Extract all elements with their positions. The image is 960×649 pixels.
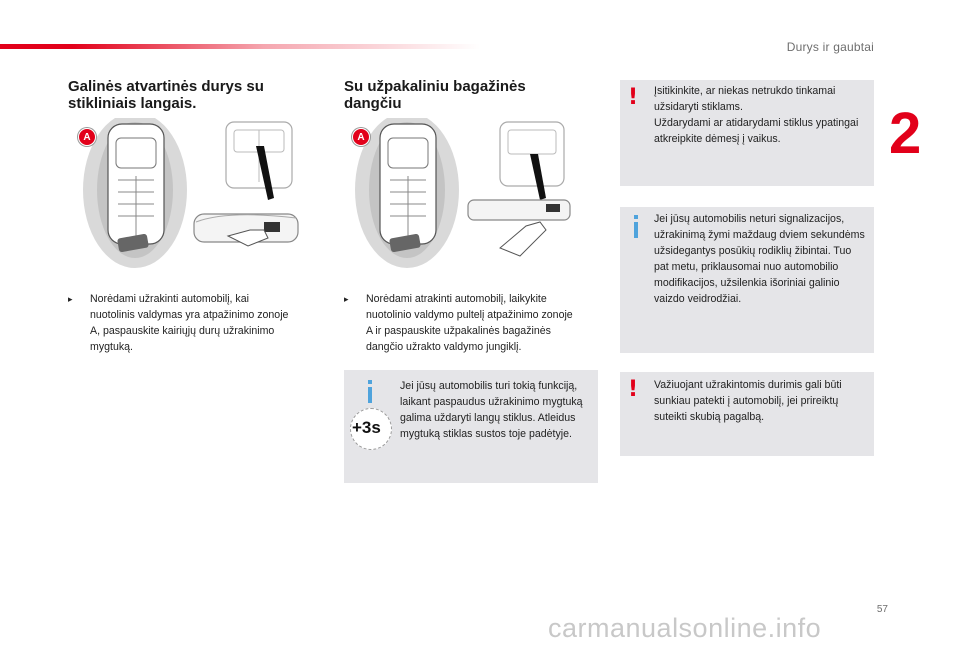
zone-a-badge: A xyxy=(78,128,96,146)
info-box-signaling xyxy=(620,207,874,353)
chapter-title: Durys ir gaubtai xyxy=(786,40,874,54)
info-icon xyxy=(368,387,372,403)
warning-box-emergency xyxy=(620,372,874,456)
three-second-label: +3s xyxy=(352,418,381,437)
bullet-item-unlock xyxy=(344,291,576,355)
warning-text-windows: Įsitikinkite, ar niekas netrukdo tinkamai užsidaryti stiklams. Uždarydami ar atidarydami stiklus ypatingai atkreipkite dėmesį į vaikus. xyxy=(654,85,859,145)
warning-text-emergency: Važiuojant užrakintomis durimis gali būti sunkiau patekti į automobilį, jei prireiktų suteikti skubią pagalbą. xyxy=(654,379,842,423)
bullet-marker-icon: ▸ xyxy=(344,294,349,304)
warning-box-windows xyxy=(620,80,874,186)
warning-icon: ! xyxy=(628,377,639,402)
header-accent-bar xyxy=(0,44,480,49)
watermark: carmanualsonline.info xyxy=(548,613,822,643)
bullet-item-lock xyxy=(68,291,290,355)
bullet-marker-icon: ▸ xyxy=(68,294,73,304)
illustration-tailgate xyxy=(350,118,590,270)
bullet-text-lock: Norėdami užrakinti automobilį, kai nuotolinis valdymas yra atpažinimo zonoje A, paspauskite kairiųjų durų užrakinimo mygtuką. xyxy=(90,293,289,353)
zone-a-badge: A xyxy=(352,128,370,146)
warning-icon: ! xyxy=(628,85,639,110)
bullet-text-unlock: Norėdami atrakinti automobilį, laikykite nuotolinio valdymo pultelį atpažinimo zonoje A ir paspauskite užpakalinės bagažinės dangčio užrakto valdymo jungiklį. xyxy=(366,293,573,353)
chapter-number: 2 xyxy=(889,101,922,166)
info-icon xyxy=(634,222,638,238)
info-text-signaling: Jei jūsų automobilis neturi signalizacijos, užrakinimą žymi maždaug dviem sekundėms užsidegantys posūkių rodiklių žibintai. Tuo pat metu, priklausomai nuo automobilio modifikacijos, užsilenkia išoriniai galinio vaizdo veidrodžiai. xyxy=(654,213,865,305)
rear-doors-diagram xyxy=(78,118,318,270)
info-text-windows: Jei jūsų automobilis turi tokią funkciją, laikant paspaudus užrakinimo mygtuką galima uždaryti langų stiklus. Atleidus mygtuką stiklas sustos toje padėtyje. xyxy=(400,380,583,440)
illustration-rear-doors xyxy=(78,118,318,270)
section-title-tailgate: Su užpakaliniu bagažinės dangčiu xyxy=(344,78,526,112)
tailgate-diagram xyxy=(350,118,590,270)
info-box-windows xyxy=(344,370,598,483)
page-number: 57 xyxy=(876,604,888,615)
section-title-rear-doors: Galinės atvartinės durys su stikliniais langais. xyxy=(68,78,264,112)
